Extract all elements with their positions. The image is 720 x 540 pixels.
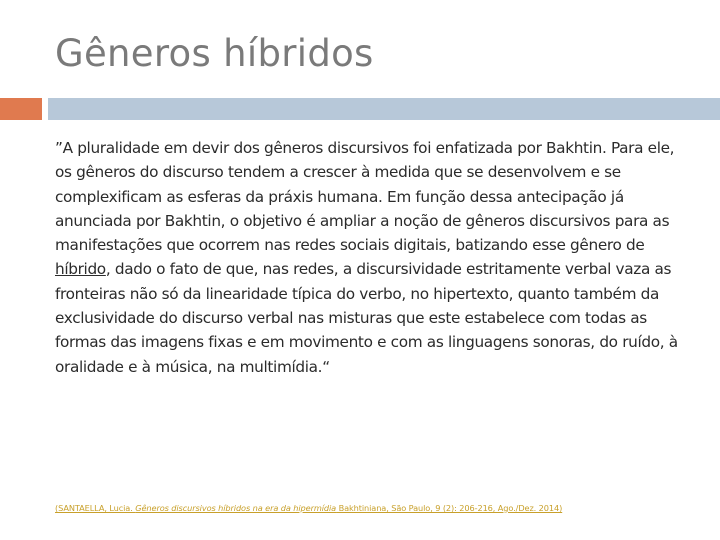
citation-reference [55, 502, 705, 514]
quote-paragraph [55, 136, 685, 379]
slide-title: Gêneros híbridos [55, 32, 374, 75]
citation-source: Bakhtiniana, São Paulo, 9 (2): 206-216, Ago./Dez. 2014) [336, 503, 563, 513]
accent-bar-orange [0, 98, 42, 120]
quote-text-start: ”A pluralidade em devir dos gêneros discursivos foi enfatizada por Bakhtin. Para ele, os gêneros do discurso tendem a crescer à medida que se desenvolvem e se complexificam as esferas da práxis humana. Em função dessa antecipação já anunciada por Bakhtin, o objetivo é ampliar a noção de gêneros discursivos para as manifestações que ocorrem nas redes sociais digitais, batizando esse gênero de [55, 139, 675, 255]
citation-work-title: Gêneros discursivos híbridos na era da hipermídia [135, 503, 337, 513]
underlined-term-hibrido: híbrido [55, 260, 106, 279]
citation-author: (SANTAELLA, Lucia. [55, 503, 136, 513]
accent-bar-blue [48, 98, 720, 120]
quote-text-end: , dado o fato de que, nas redes, a discursividade estritamente verbal vaza as fronteiras não só da linearidade típica do verbo, no hipertexto, quanto também da exclusividade do discurso verbal nas misturas que este estabelece com todas as formas das imagens fixas e em movimento e com as linguagens sonoras, do ruído, à oralidade e à música, na multimídia.“ [55, 260, 678, 376]
